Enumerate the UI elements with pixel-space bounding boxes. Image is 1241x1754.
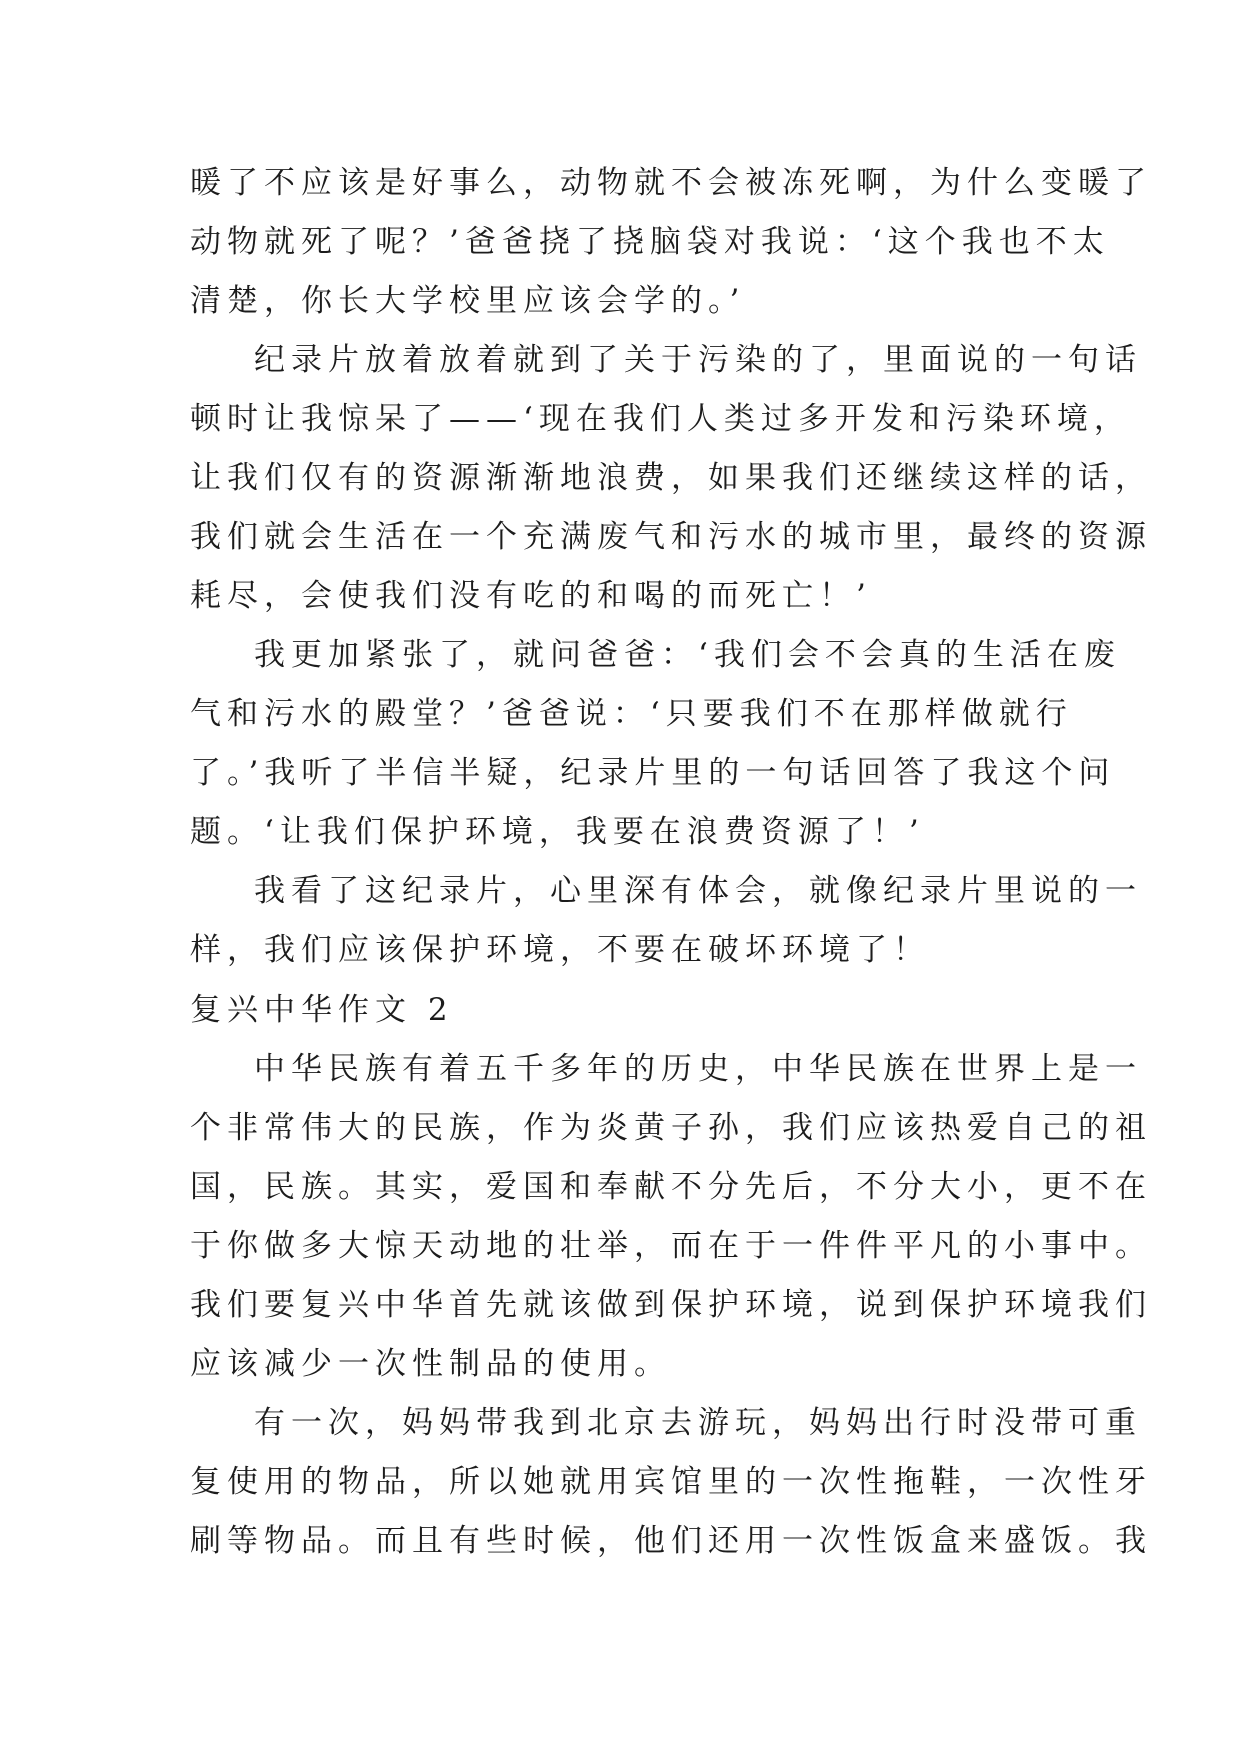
- text-line: 应该减少一次性制品的使用。: [190, 1346, 671, 1382]
- text-line: 动物就死了呢？’爸爸挠了挠脑袋对我说：‘这个我也不太: [190, 224, 1110, 260]
- paragraph-first-line: 中华民族有着五千多年的历史，中华民族在世界上是一: [254, 1051, 1142, 1087]
- paragraph-first-line: 我更加紧张了，就问爸爸：‘我们会不会真的生活在废: [254, 637, 1121, 673]
- text-line: 题。‘让我们保护环境，我要在浪费资源了！’: [190, 814, 925, 850]
- text-line: 复使用的物品，所以她就用宾馆里的一次性拖鞋，一次性牙: [190, 1464, 1152, 1500]
- text-line: 清楚，你长大学校里应该会学的。’: [190, 283, 746, 319]
- text-line: 耗尽，会使我们没有吃的和喝的而死亡！’: [190, 578, 872, 614]
- section-heading: 复兴中华作文 2: [190, 992, 454, 1028]
- text-line: 让我们仅有的资源渐渐地浪费，如果我们还继续这样的话，: [190, 460, 1152, 496]
- paragraph-first-line: 有一次，妈妈带我到北京去游玩，妈妈出行时没带可重: [254, 1405, 1142, 1441]
- text-line: 气和污水的殿堂？’爸爸说：‘只要我们不在那样做就行: [190, 696, 1073, 732]
- paragraph-first-line: 纪录片放着放着就到了关于污染的了，里面说的一句话: [254, 342, 1142, 378]
- text-line: 暖了不应该是好事么，动物就不会被冻死啊，为什么变暖了: [190, 165, 1152, 201]
- text-line: 刷等物品。而且有些时候，他们还用一次性饭盒来盛饭。我: [190, 1523, 1152, 1559]
- paragraph-first-line: 我看了这纪录片，心里深有体会，就像纪录片里说的一: [254, 873, 1142, 909]
- text-line: 国，民族。其实，爱国和奉献不分先后，不分大小，更不在: [190, 1169, 1152, 1205]
- text-line: 顿时让我惊呆了——‘现在我们人类过多开发和污染环境，: [190, 401, 1131, 437]
- text-line: 我们就会生活在一个充满废气和污水的城市里，最终的资源: [190, 519, 1152, 555]
- text-line: 个非常伟大的民族，作为炎黄子孙，我们应该热爱自己的祖: [190, 1110, 1152, 1146]
- text-line: 于你做多大惊天动地的壮举，而在于一件件平凡的小事中。: [190, 1228, 1152, 1264]
- text-line: 样，我们应该保护环境，不要在破坏环境了！: [190, 932, 930, 968]
- text-line: 了。’我听了半信半疑，纪录片里的一句话回答了我这个问: [190, 755, 1116, 791]
- document-body: [190, 154, 1152, 1571]
- text-line: 我们要复兴中华首先就该做到保护环境，说到保护环境我们: [190, 1287, 1152, 1323]
